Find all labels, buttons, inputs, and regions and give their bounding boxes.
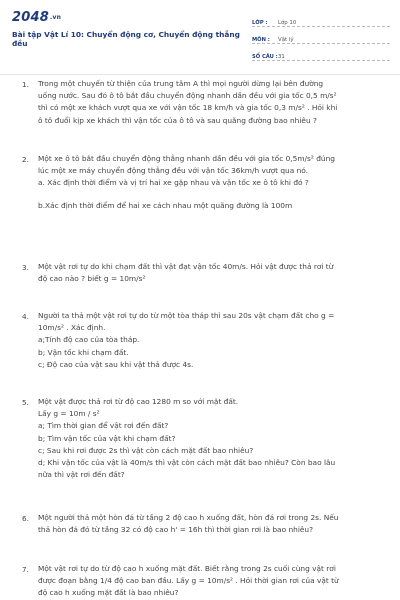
question-line: b; Tìm vận tốc của vật khi chạm đất?	[38, 433, 176, 443]
meta-value: Vật lý	[278, 37, 294, 43]
question-line: Người ta thả một vật rơi tự do từ một tòa tháp thì sau 20s vật chạm đất cho g =	[38, 311, 335, 320]
question-number: 5.	[22, 398, 29, 407]
question-line: c; Sau khi rơi được 2s thì vật còn cách mặt đất bao nhiêu?	[38, 445, 254, 455]
meta-row-class	[252, 13, 390, 27]
question-number: 4.	[22, 312, 29, 321]
question-line: được đoạn bằng 1/4 độ cao ban đầu. Lấy g = 10m/s² . Hỏi thời gian rơi của vật từ	[38, 576, 339, 586]
question-line: a; Tìm thời gian để vật rơi đến đất?	[38, 421, 169, 431]
question-number: 6.	[22, 514, 29, 523]
meta-key: MÔN :	[252, 37, 270, 43]
question-text	[38, 396, 382, 481]
meta-value: Lớp 10	[278, 20, 297, 26]
question-line: ô tô đuổi kịp xe khách thì vận tốc của ô tô và sau quãng đường bao nhiêu ?	[38, 115, 317, 125]
question-line: b; Vận tốc khi chạm đất.	[38, 347, 129, 357]
question-line: Một người thả một hòn đá từ tầng 2 độ cao h xuống đất, hòn đá rơi trong 2s. Nếu	[38, 513, 339, 522]
meta-row-count	[252, 47, 390, 61]
question-line: Một vật rơi tự do từ độ cao h xuống mặt đất. Biết rằng trong 2s cuối cùng vật rơi	[38, 564, 336, 573]
question-line: thì có một xe khách vượt qua xe với vận tốc 18 km/h và gia tốc 0,3 m/s² . Hỏi khi	[38, 103, 338, 113]
meta-row-subject	[252, 30, 390, 44]
question-number: 7.	[22, 565, 29, 574]
question-text	[38, 153, 382, 212]
question-line: d; Khi vận tốc của vật là 40m/s thì vật còn cách mặt đất bao nhiêu? Còn bao lâu	[38, 458, 336, 468]
question-line: c; Độ cao của vật sau khi vật thả được 4s.	[38, 359, 194, 369]
question-number: 3.	[22, 263, 29, 272]
meta-value: 31	[278, 54, 285, 60]
question-text	[38, 310, 382, 371]
question-line: a. Xác định thời điểm và vị trí hai xe gặp nhau và vận tốc xe ô tô khi đó ?	[38, 178, 309, 188]
question-text	[38, 563, 382, 600]
page-title: Bài tập Vật Lí 10: Chuyển động cơ, Chuyển động thẳng đều	[12, 30, 240, 48]
question-number: 2.	[22, 155, 29, 164]
question-text	[38, 261, 382, 285]
question-line: 10m/s² . Xác định.	[38, 323, 106, 333]
question-text	[38, 512, 382, 536]
meta-table	[252, 13, 390, 64]
question-line: độ cao h xuống mặt đất là bao nhiêu?	[38, 588, 179, 598]
question-line: Một vật được thả rơi từ độ cao 1280 m so với mặt đất.	[38, 397, 239, 406]
question-text	[38, 78, 382, 127]
question-line: a;Tính độ cao của tòa tháp.	[38, 335, 140, 345]
logo-tld: .vn	[49, 14, 62, 21]
question-number: 1.	[22, 80, 29, 89]
question-line: Lấy g = 10m / s²	[38, 409, 100, 419]
question-line: nữa thì vật rơi đến đất?	[38, 470, 125, 480]
question-line: Trong một chuyến từ thiện của trung tâm A thì mọi người dừng lại bên đường	[38, 79, 324, 88]
question-line: thả hòn đá đó từ tầng 32 có độ cao h' = 16h thì thời gian rơi là bao nhiêu?	[38, 525, 314, 535]
header-divider	[0, 74, 400, 75]
question-line: độ cao nào ? biết g = 10m/s²	[38, 274, 146, 284]
meta-key: LỚP :	[252, 20, 268, 26]
logo-text: 2048	[12, 10, 49, 25]
line-spacer	[38, 190, 382, 200]
meta-key: SỐ CÂU :	[252, 54, 278, 60]
question-line: Một vật rơi tự do khi chạm đất thì vật đạt vận tốc 40m/s. Hỏi vật được thả rơi từ	[38, 262, 334, 271]
question-line: uống nước. Sau đó ô tô bắt đầu chuyển động nhanh dần đều với gia tốc 0,5 m/s²	[38, 91, 337, 101]
question-line: b.Xác định thời điểm để hai xe cách nhau một quãng đường là 100m	[38, 200, 293, 210]
page-header	[0, 0, 400, 64]
question-line: lúc một xe máy chuyển động thẳng đều với vận tốc 36km/h vượt qua nó.	[38, 166, 309, 176]
question-line: Một xe ô tô bắt đầu chuyển động thẳng nhanh dần đều với gia tốc 0,5m/s² đúng	[38, 154, 335, 163]
